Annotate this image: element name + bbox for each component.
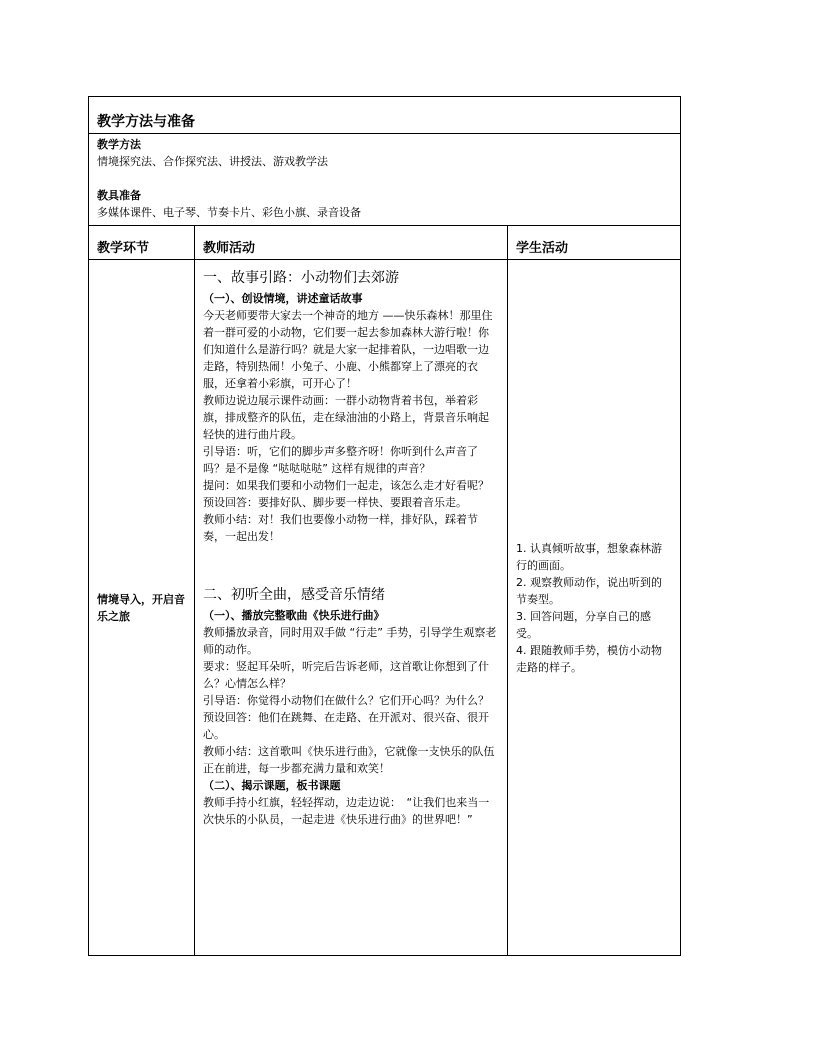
part2-paragraph: 教师小结：这首歌叫《快乐进行曲》，它就像一支快乐的队伍正在前进，每一步都充满力量和欢笑！: [203, 745, 495, 775]
methods-row: [89, 134, 681, 226]
tools-text: 多媒体课件、电子琴、节奏卡片、彩色小旗、录音设备: [97, 206, 361, 219]
part2-heading: 二、初听全曲，感受音乐情绪: [203, 587, 385, 603]
part2-paragraph: 预设回答：他们在跳舞、在走路、在开派对、很兴奋、很开心。: [203, 711, 489, 741]
spacer: [97, 170, 672, 187]
methods-text: 情境探究法、合作探究法、讲授法、游戏教学法: [97, 155, 328, 168]
part1-heading: 一、故事引路：小动物们去郊游: [203, 270, 399, 286]
teacher-activity-cell: [195, 260, 508, 956]
part2-subheading: （二）、揭示课题，板书课题: [203, 779, 341, 792]
activity-row: [89, 260, 681, 956]
student-activity-item: 3. 回答问题，分享自己的感受。: [516, 609, 651, 640]
part1-paragraph: 教师小结：对！我们也要像小动物一样，排好队，踩着节奏，一起出发！: [203, 513, 478, 543]
part1-paragraph: 预设回答：要排好队、脚步要一样快、要跟着音乐走。: [203, 496, 467, 509]
header-teacher: 教师活动: [195, 226, 508, 260]
header-student: 学生活动: [508, 226, 681, 260]
section-title-row: [89, 97, 681, 134]
part2-subheading: （一）、播放完整歌曲《快乐进行曲》: [203, 609, 385, 622]
student-activity-item: 4. 跟随教师手势，模仿小动物走路的样子。: [516, 643, 662, 674]
part2-paragraph: 教师播放录音，同时用双手做 “行走” 手势，引导学生观察老师的动作。: [203, 626, 497, 656]
methods-cell: [89, 134, 681, 226]
table-header-row: [89, 226, 681, 260]
part1-subheading: （一）、创设情境，讲述童话故事: [203, 292, 363, 305]
tools-label: 教具准备: [97, 189, 141, 202]
part2-paragraph: 引导语：你觉得小动物们在做什么？它们开心吗？为什么？: [203, 694, 489, 707]
part1-paragraph: 教师边说边展示课件动画：一群小动物背着书包，举着彩旗，排成整齐的队伍，走在绿油油的小路上，背景音乐响起轻快的进行曲片段。: [203, 394, 489, 441]
student-activity-item: 2. 观察教师动作，说出听到的节奏型。: [516, 575, 662, 606]
student-activity-cell: [508, 260, 681, 956]
student-activity-item: 1. 认真倾听故事，想象森林游行的画面。: [516, 541, 662, 572]
part1-paragraph: 今天老师要带大家去一个神奇的地方 ——快乐森林！那里住着一群可爱的小动物，它们要一起去参加森林大游行啦！你们知道什么是游行吗？就是大家一起排着队，一边唱歌一边走路，特别热闹！小兔子、小鹿、小熊都穿上了漂亮的衣服，还拿着小彩旗，可开心了！: [203, 309, 493, 390]
stage-label: 情境导入，开启音乐之旅: [89, 260, 195, 956]
part1-paragraph: 提问：如果我们要和小动物们一起走，该怎么走才好看呢？: [203, 479, 489, 492]
part1-paragraph: 引导语：听，它们的脚步声多整齐呀！你听到什么声音了吗？是不是像 “哒哒哒哒” 这样有规律的声音？: [203, 445, 478, 475]
lesson-plan-page: [88, 96, 680, 956]
part2-paragraph: 要求：竖起耳朵听，听完后告诉老师，这首歌让你想到了什么？心情怎么样？: [203, 660, 489, 690]
header-stage: 教学环节: [89, 226, 195, 260]
lesson-plan-table: [88, 96, 681, 956]
spacer: [203, 545, 499, 585]
section-title: 教学方法与准备: [89, 97, 681, 134]
methods-label: 教学方法: [97, 138, 141, 151]
part2-paragraph: 教师手持小红旗，轻轻挥动，边走边说： “让我们也来当一次快乐的小队员，一起走进《快乐进行曲》的世界吧！”: [203, 796, 490, 826]
